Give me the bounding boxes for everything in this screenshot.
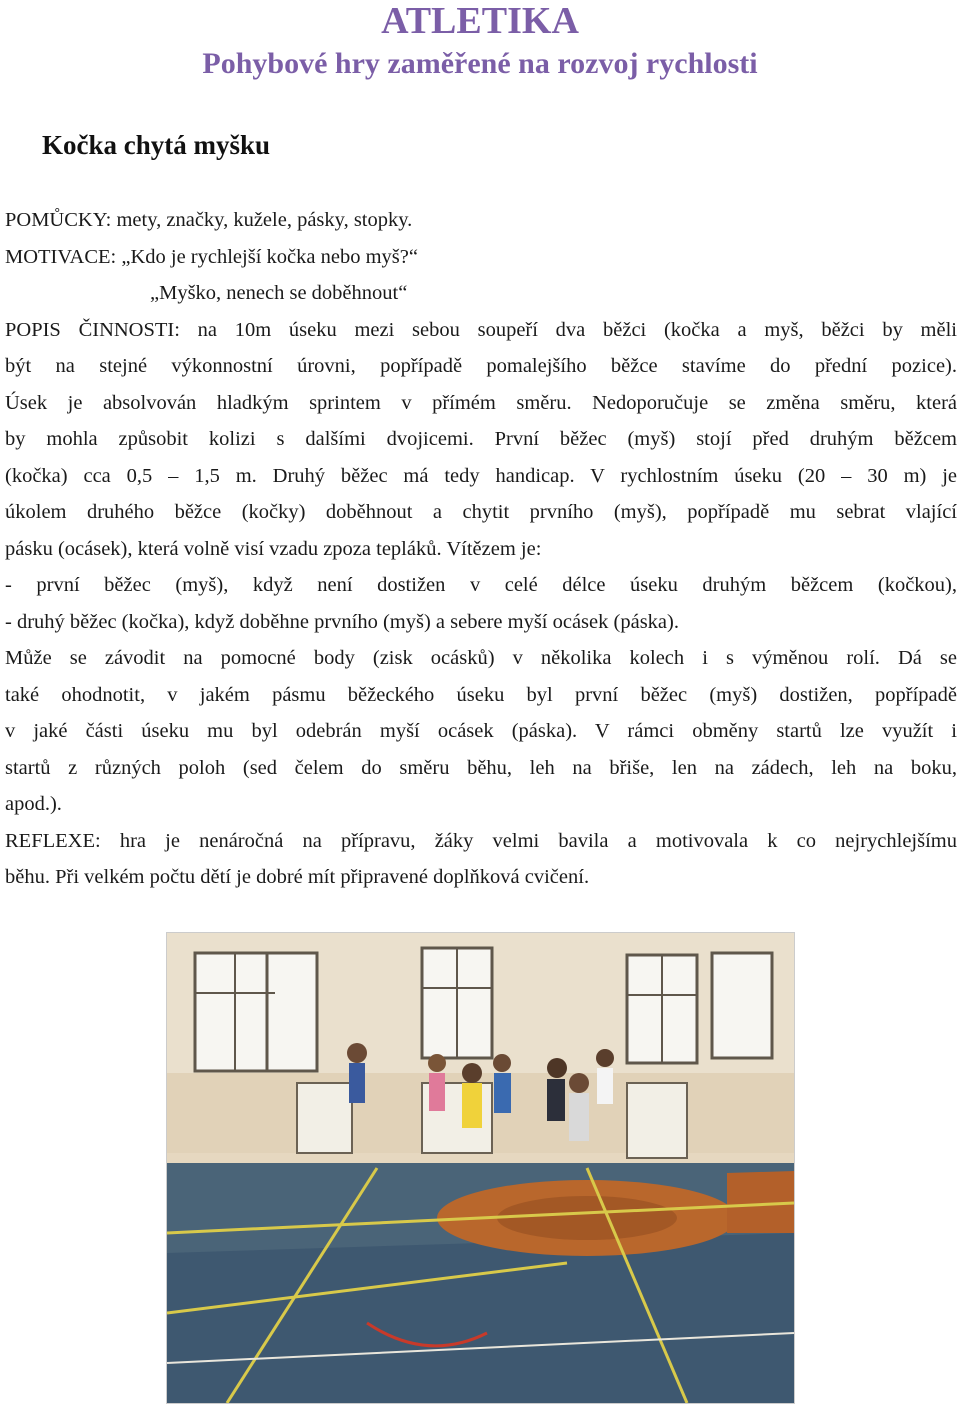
description-line: POPIS ČINNOSTI: na 10m úseku mezi sebou soupeří dva běžci (kočka a myš, běžci by měli (5, 318, 957, 341)
gym-photo (166, 932, 795, 1404)
description-line: by mohla způsobit kolizi s dalšími dvojicemi. První běžec (myš) stojí před druhým běžcem (5, 428, 957, 450)
winner-condition-line: - první běžec (myš), když není dostižen v celé délce úseku druhým běžcem (kočkou), (5, 574, 957, 596)
document-subtitle: Pohybové hry zaměřené na rozvoj rychlosti (202, 47, 758, 80)
description-line: apod.). (5, 793, 62, 815)
game-description (5, 202, 957, 896)
description-line: Úsek je absolvován hladkým sprintem v přímém směru. Nedoporučuje se změna směru, která (5, 391, 957, 414)
description-line: pásku (ocásek), která volně visí vzadu zpoza tepláků. Vítězem je: (5, 537, 542, 560)
game-title: Kočka chytá myšku (42, 130, 271, 160)
description-line: být na stejné výkonnostní úrovni, popřípadě pomalejšího běžce stavíme do přední pozice). (5, 355, 957, 377)
description-line: úkolem druhého běžce (kočky) doběhnout a chytit prvního (myš), popřípadě mu sebrat vlající (5, 501, 957, 523)
document-title: ATLETIKA (381, 0, 579, 42)
description-line: také ohodnotit, v jakém pásmu běžeckého úseku byl první běžec (myš) dostižen, popřípadě (5, 683, 957, 706)
motivation-line: MOTIVACE: „Kdo je rychlejší kočka nebo myš?“ (5, 245, 418, 268)
description-line: (kočka) cca 0,5 – 1,5 m. Druhý běžec má tedy handicap. V rychlostním úseku (20 – 30 m) je (5, 464, 957, 487)
description-line: Může se závodit na pomocné body (zisk ocásků) v několika kolech i s výměnou rolí. Dá se (5, 647, 957, 669)
winner-condition-line: - druhý běžec (kočka), když doběhne prvního (myš) a sebere myší ocásek (páska). (5, 610, 679, 633)
reflection-line: REFLEXE: hra je nenáročná na přípravu, žáky velmi bavila a motivovala k co nejrychlejšímu (5, 829, 957, 852)
description-line: startů z různých poloh (sed čelem do směru běhu, leh na břiše, len na zádech, leh na boku, (5, 756, 957, 779)
description-line: v jaké části úseku mu byl odebrán myší ocásek (páska). V rámci obměny startů lze využít i (5, 720, 957, 742)
reflection-line: běhu. Při velkém počtu dětí je dobré mít připravené doplňková cvičení. (5, 866, 590, 888)
equipment-line: POMŮCKY: mety, značky, kužele, pásky, stopky. (5, 209, 413, 231)
motivation-line-2: „Myško, nenech se doběhnout“ (150, 282, 408, 304)
